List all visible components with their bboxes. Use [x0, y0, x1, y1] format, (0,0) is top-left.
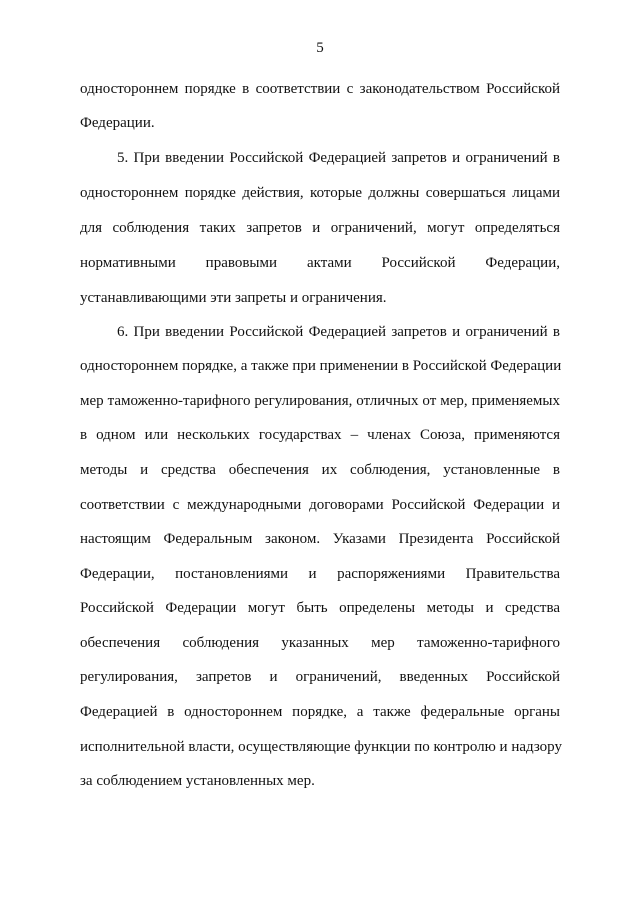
paragraph-3-line-13: исполнительной власти, осуществляющие функции по контролю и надзору: [80, 739, 562, 755]
paragraph-3-line-14: за соблюдением установленных мер.: [80, 773, 315, 789]
paragraph-1-line-2: Федерации.: [80, 115, 155, 131]
paragraph-2-line-5: устанавливающими эти запреты и ограничения.: [80, 290, 387, 306]
paragraph-1-line-1: одностороннем порядке в соответствии с законодательством Российской: [80, 81, 560, 97]
paragraph-3-line-5: методы и средства обеспечения их соблюдения, установленные в: [80, 462, 560, 478]
paragraph-3-line-2: одностороннем порядке, а также при применении в Российской Федерации: [80, 358, 562, 374]
page-number: 5: [316, 40, 324, 56]
paragraph-3-line-8: Федерации, постановлениями и распоряжениями Правительства: [80, 566, 560, 582]
paragraph-3-line-10: обеспечения соблюдения указанных мер таможенно-тарифного: [80, 635, 560, 651]
paragraph-3-line-4: в одном или нескольких государствах – членах Союза, применяются: [80, 427, 560, 443]
paragraph-3-line-1: 6. При введении Российской Федерацией запретов и ограничений в: [117, 324, 560, 340]
paragraph-3-line-6: соответствии с международными договорами Российской Федерации и: [80, 497, 560, 513]
paragraph-2-line-3: для соблюдения таких запретов и ограничений, могут определяться: [80, 220, 560, 236]
paragraph-2-line-2: одностороннем порядке действия, которые должны совершаться лицами: [80, 185, 560, 201]
paragraph-3-line-7: настоящим Федеральным законом. Указами Президента Российской: [80, 531, 560, 547]
paragraph-3-line-3: мер таможенно-тарифного регулирования, отличных от мер, применяемых: [80, 393, 560, 409]
paragraph-3-line-11: регулирования, запретов и ограничений, введенных Российской: [80, 669, 560, 685]
paragraph-2-line-4: нормативными правовыми актами Российской Федерации,: [80, 255, 560, 271]
paragraph-3-line-12: Федерацией в одностороннем порядке, а также федеральные органы: [80, 704, 560, 720]
paragraph-2-line-1: 5. При введении Российской Федерацией запретов и ограничений в: [117, 150, 560, 166]
paragraph-3-line-9: Российской Федерации могут быть определены методы и средства: [80, 600, 560, 616]
